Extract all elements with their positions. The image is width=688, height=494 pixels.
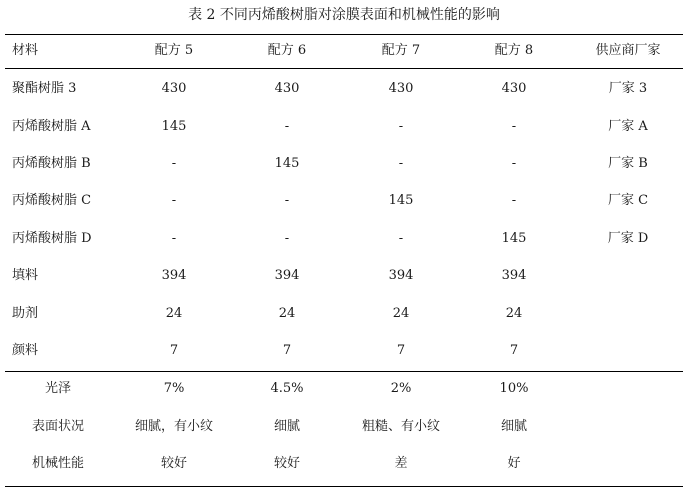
result-formula-8: 10%: [499, 381, 529, 396]
header-formula-8: 配方 8: [494, 43, 534, 58]
row-material: 填料: [12, 268, 39, 283]
row-formula-6: -: [284, 193, 290, 208]
row-formula-7: -: [398, 119, 404, 134]
table-row: [0, 304, 688, 324]
results-row: [0, 379, 688, 399]
row-formula-8: 7: [509, 343, 519, 358]
table-caption: 表 2 不同丙烯酸树脂对涂膜表面和机械性能的影响: [188, 7, 500, 23]
table-header-rule: [5, 68, 683, 69]
row-formula-7: 394: [388, 268, 414, 283]
result-formula-7: 粗糙、有小纹: [361, 419, 440, 434]
row-formula-8: -: [511, 193, 517, 208]
row-formula-5: 145: [161, 119, 187, 134]
row-formula-8: -: [511, 156, 517, 171]
header-supplier: 供应商厂家: [595, 43, 661, 58]
header-material: 材料: [12, 43, 39, 58]
row-material: 丙烯酸树脂 B: [12, 156, 91, 171]
row-supplier: 厂家 D: [607, 231, 649, 246]
row-supplier: 厂家 B: [608, 156, 648, 171]
row-formula-6: -: [284, 231, 290, 246]
row-formula-7: 24: [392, 306, 410, 321]
row-formula-5: 24: [165, 306, 183, 321]
results-row: [0, 454, 688, 474]
row-formula-5: -: [171, 193, 177, 208]
row-formula-7: 430: [388, 81, 414, 96]
row-formula-6: 430: [274, 81, 300, 96]
table-header-row: [0, 41, 688, 61]
row-formula-5: 430: [161, 81, 187, 96]
result-property: 光泽: [44, 381, 71, 396]
row-formula-5: -: [171, 156, 177, 171]
table-row: [0, 191, 688, 211]
row-formula-6: 145: [274, 156, 300, 171]
header-formula-6: 配方 6: [267, 43, 307, 58]
row-formula-7: 145: [388, 193, 414, 208]
results-row: [0, 417, 688, 437]
row-formula-7: 7: [396, 343, 406, 358]
row-formula-6: 7: [282, 343, 292, 358]
row-formula-6: -: [284, 119, 290, 134]
table-row: [0, 229, 688, 249]
row-formula-8: -: [511, 119, 517, 134]
header-formula-5: 配方 5: [154, 43, 194, 58]
row-formula-8: 394: [501, 268, 527, 283]
row-formula-7: -: [398, 231, 404, 246]
row-formula-8: 24: [505, 306, 523, 321]
result-formula-7: 差: [394, 456, 408, 471]
result-formula-7: 2%: [390, 381, 412, 396]
result-formula-5: 7%: [163, 381, 185, 396]
table-row: [0, 117, 688, 137]
result-formula-8: 好: [507, 456, 521, 471]
row-formula-7: -: [398, 156, 404, 171]
result-formula-6: 较好: [273, 456, 300, 471]
row-material: 助剂: [12, 306, 39, 321]
result-formula-5: 细腻，有小纹: [134, 419, 213, 434]
row-formula-5: -: [171, 231, 177, 246]
table-top-rule: [5, 34, 683, 35]
row-material: 丙烯酸树脂 D: [12, 231, 92, 246]
result-property: 机械性能: [31, 456, 84, 471]
table-bottom-rule: [5, 486, 683, 487]
row-formula-5: 394: [161, 268, 187, 283]
row-supplier: 厂家 C: [607, 193, 649, 208]
result-formula-5: 较好: [160, 456, 187, 471]
table-row: [0, 154, 688, 174]
row-formula-8: 430: [501, 81, 527, 96]
table-row: [0, 266, 688, 286]
result-formula-6: 细腻: [273, 419, 300, 434]
table-results-rule: [5, 371, 683, 372]
row-material: 颜料: [12, 343, 39, 358]
row-formula-5: 7: [169, 343, 179, 358]
row-material: 聚酯树脂 3: [12, 81, 77, 96]
table-row: [0, 341, 688, 361]
row-supplier: 厂家 3: [608, 81, 648, 96]
row-material: 丙烯酸树脂 A: [12, 119, 91, 134]
result-formula-6: 4.5%: [270, 381, 304, 396]
row-formula-6: 24: [278, 306, 296, 321]
row-supplier: 厂家 A: [608, 119, 648, 134]
table-row: [0, 79, 688, 99]
result-property: 表面状况: [31, 419, 84, 434]
row-formula-6: 394: [274, 268, 300, 283]
result-formula-8: 细腻: [500, 419, 527, 434]
header-formula-7: 配方 7: [381, 43, 421, 58]
row-formula-8: 145: [501, 231, 527, 246]
row-material: 丙烯酸树脂 C: [12, 193, 92, 208]
